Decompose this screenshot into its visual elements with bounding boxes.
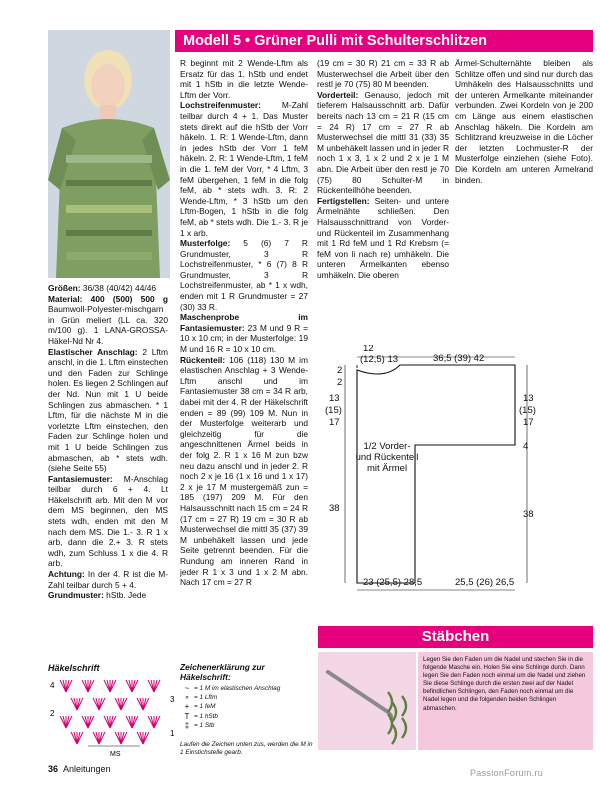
- model-photo-illustration: [48, 30, 170, 278]
- musterfolge-paragraph: Musterfolge: 5 (6) 7 R Grundmuster, 3 R Lochstreifenmuster, * 6 (7) 8 R Grundmuster, 3 R Lochstreifenmuster, ab * 1 x wdh, enden mit 1 R Grundmuster = 27 (30) 33 R.: [180, 238, 308, 312]
- achtung-paragraph: Achtung: In der 4. R ist die M-Zahl teilbar durch 5 + 4.: [48, 569, 168, 590]
- chart-row-3: 3: [170, 695, 175, 704]
- text-column-middle: [180, 58, 308, 658]
- vorderteil-paragraph: Vorderteil: Genauso, jedoch mit tieferem Halsausschnitt arb. Dafür bereits nach 13 cm = 21 R (15 cm = 24 R) 17 cm = 27 R ab Musterwechsel die mittl 31 (33) 35 M unbehäkelt lassen und in jeder R noch 1 x 3, 1 x 2 und 2 x je 1 M abn. Die Arbeit über den restl je 70 (75) 80 Schulter-M in Rückenteilhöhe beenden.: [317, 89, 449, 196]
- legend-symbol: ~: [184, 684, 190, 693]
- legend-list: [180, 684, 315, 730]
- text-column-right-2: [455, 58, 593, 263]
- chart-row-4: 4: [50, 681, 55, 690]
- dim-right-17: 17: [523, 417, 534, 428]
- garment-outline: [357, 365, 515, 583]
- chart-stitches: [60, 680, 160, 744]
- lochstreifen-paragraph: Lochstreifenmuster: M-Zahl teilbar durch 4 + 1. Das Muster stets direkt auf die hStb der Vorr häkeln. 1. R: 1 Wende-Lftm, dann in jedes hStb der Vorr 1 feM häkeln. 2. R: 1 Wende-Lftm, 1 feM in die 1. feM der Vorr, * 4 Lftm, 3 feM übergehen, 1 feM in die folg feM, ab * stets wdh. 3. R: 2 Wende-Lftm, * 3 hStb um den Lftm-Bogen, 1 hStb in die folg feM, ab * stets wdh. Die 1.- 3. R je 1 x arb.: [180, 100, 308, 238]
- fantasiemuster-paragraph: Fantasiemuster: M-Anschlag teilbar durch 6 + 4. Lt Häkelschrift arb. Mit den M vor dem MS beginnen, den MS stets wdh, enden mit den M nach dem MS. Die 1.- 3. R 1 x arb, dann die 2.+ 3. R stets wdh, zum Schluss 1 x die 4. R arb.: [48, 473, 168, 569]
- crochet-chart-svg: [48, 672, 178, 760]
- chart-title: Häkelschrift: [48, 663, 100, 673]
- dim-left-17: 17: [329, 417, 340, 428]
- text-column-right-1: [317, 58, 449, 358]
- legend-symbol: +: [184, 702, 190, 712]
- piece-label-3: mit Ärmel: [366, 463, 408, 474]
- dim-left-2b: 2: [337, 377, 343, 388]
- chart-row-1: 1: [170, 729, 175, 738]
- dim-bottom-left: 23 (25,5) 28,5: [363, 577, 423, 588]
- schematic-diagram: [315, 345, 595, 595]
- rueckenteil-paragraph: Rückenteil: 106 (118) 130 M im elastischen Anschlag + 3 Wende-Lftm anschl und im Fantasiemuster 38 cm = 34 R arb, dabei mit der 4. R der Häkelschrift enden = 89 (99) 109 M. Nun in der Musterfolge weiterarb und gleichzeitig für die angeschnittenen Ärmel beids in der folg 2. R 1 x 16 M zun bzw neu dazu anschl und in jeder 2. R noch 2 x je 16 (1 x 16 und 1 x 17) 2 x je 17 M mustergemäß zun = 185 (197) 209 M. Für den Halsausschnitt nach 15 cm = 24 R (17 cm = 27 R) 19 cm = 30 R ab Musterwechsel die mittl 35 (37) 39 M unbehäkelt lassen und jede Seite getrennt beenden. Für die Rundung am inneren Rand in jeder R 1 x 3 und 1 x 2 M abn. Nach 17 cm = 27 R: [180, 354, 308, 588]
- staebchen-description: Legen Sie den Faden um die Nadel und stechen Sie in die folgende Masche ein. Holen Sie eine Schlinge durch. Dann legen Sie den Faden noch einmal um die Nadel und ziehen Sie diese Schlinge durch die ersten zwei auf der Nadel befindlichen Schlingen, den Faden noch einmal um die Nadel legen und die folgenden beiden Schlingen abmaschen.: [418, 652, 593, 750]
- material-paragraph: Material: 400 (500) 500 g Baumwoll-Polyester-mischgarn in Grün meliert (LL ca. 320 m/100 g). 1 LANA-GROSSA-Häkel-Nd Nr 4.: [48, 293, 168, 346]
- page-footer: [48, 764, 111, 774]
- legend-item: ‡ = 1 Stb: [180, 721, 315, 730]
- dim-bottom-right: 25,5 (26) 26,5: [455, 577, 515, 588]
- maschenprobe-paragraph: Maschenprobe im Fantasiemuster: 23 M und 9 R = 10 x 10 cm; in der Musterfolge: 19 M und 16 R = 10 x 10 cm.: [180, 312, 308, 355]
- anschlag-paragraph: Elastischer Anschlag: 2 Lftm anschl, in die 1. Lftm einstechen und den Faden zur Schlinge holen. Es liegen 2 Schlingen auf der Nd. Nun mit 1 U beide Schlingen zus abmaschen. * 1 Lftm, für die nächste M in die vorletzte Lftm einstechen, den Faden zur Schlinge holen und mit 1 U beide Schlingen zus abmaschen, ab * stets wdh. (siehe Seite 55): [48, 346, 168, 474]
- legend-symbol: T: [184, 711, 190, 721]
- dim-right-38: 38: [523, 509, 534, 520]
- grundmuster-cont-paragraph: R beginnt mit 2 Wende-Lftm als Ersatz für das 1. hStb und endet mit 1 hStb in die letzte Wende-Lftm der Vorr.: [180, 58, 308, 100]
- legend-title: Zeichenerklärung zur Häkelschrift:: [180, 662, 265, 682]
- chart-row-2: 2: [50, 709, 55, 718]
- model-photo: [48, 30, 170, 278]
- rueckenteil-cont-paragraph: (19 cm = 30 R) 21 cm = 33 R ab Musterwechsel die Arbeit über den restl je 70 (75) 80 M beenden.: [317, 58, 449, 90]
- dim-left-38: 38: [329, 503, 340, 514]
- watermark: PassionForum.ru: [470, 768, 544, 778]
- piece-label-1: 1/2 Vorder-: [363, 441, 411, 452]
- legend-item: ~ = 1 M im elastischen Anschlag: [180, 684, 315, 693]
- legend-note: Laufen die Zeichen unten zus, werden die M in 1 Einstichstelle gearb.: [180, 741, 313, 756]
- staebchen-illustration: [318, 652, 416, 750]
- dim-neck-width: 12: [363, 345, 374, 354]
- schematic-svg: [315, 345, 595, 595]
- legend-symbol: ‡: [184, 720, 190, 730]
- page-number: 36: [48, 764, 59, 774]
- dim-right-13: 13: [523, 393, 534, 404]
- piece-label-2: und Rückenteil: [355, 452, 419, 463]
- chart-ms-label: MS: [110, 751, 121, 758]
- staebchen-title: Stäbchen: [318, 626, 593, 648]
- fertigstellen-paragraph: Fertigstellen: Seiten- und untere Ärmelnähte schließen. Den Halsausschnittrand von Vorder- und Rückenteil im Zusammenhang mit 1 Rd feM und 1 Rd Krebsm (= feM von li nach re) umhäkeln. Die unteren Ärmelkanten ebenso umhäkeln. Die oberen: [317, 195, 449, 280]
- article-title: Modell 5 • Grüner Pulli mit Schulterschlitzen: [175, 30, 593, 52]
- dim-right-15: (15): [519, 405, 536, 416]
- legend-item: ∘ = 1 Lftm: [180, 693, 315, 702]
- fertigstellen-cont-paragraph: Ärmel-Schulternähte bleiben als Schlitze offen und sind nur durch das Umhäkeln des Halsausschnitts und der unteren Ärmelkante miteinander verbunden. Zwei Kordeln von je 200 cm Länge aus einem elastischen Anschlag häkeln. Die Kordeln am Schlitzrand kreuzweise in die Löcher der letzten Lochmuster-R der Musterfolge einziehen (siehe Foto). Die Kordeln am unteren Ärmelrand binden.: [455, 58, 593, 185]
- section-name: Anleitungen: [63, 764, 111, 774]
- grundmuster-paragraph: Grundmuster: hStb. Jede: [48, 590, 147, 601]
- dim-left-13: 13: [329, 393, 340, 404]
- dim-left-2a: 2: [337, 365, 343, 376]
- dim-neck-sub: (12,5) 13: [360, 354, 399, 365]
- staebchen-hook-drawing: [318, 652, 416, 750]
- legend-symbol: ∘: [184, 693, 190, 703]
- sizes-paragraph: Größen: 36/38 (40/42) 44/46: [48, 283, 157, 293]
- dim-left-15: (15): [325, 405, 342, 416]
- legend-item: + = 1 feM: [180, 702, 315, 711]
- text-column-left: [48, 283, 168, 663]
- dim-right-4: 4: [523, 441, 529, 452]
- dim-shoulder-width: 36,5 (39) 42: [433, 353, 485, 364]
- legend-item: T = 1 hStb: [180, 712, 315, 721]
- crochet-chart: [48, 672, 178, 760]
